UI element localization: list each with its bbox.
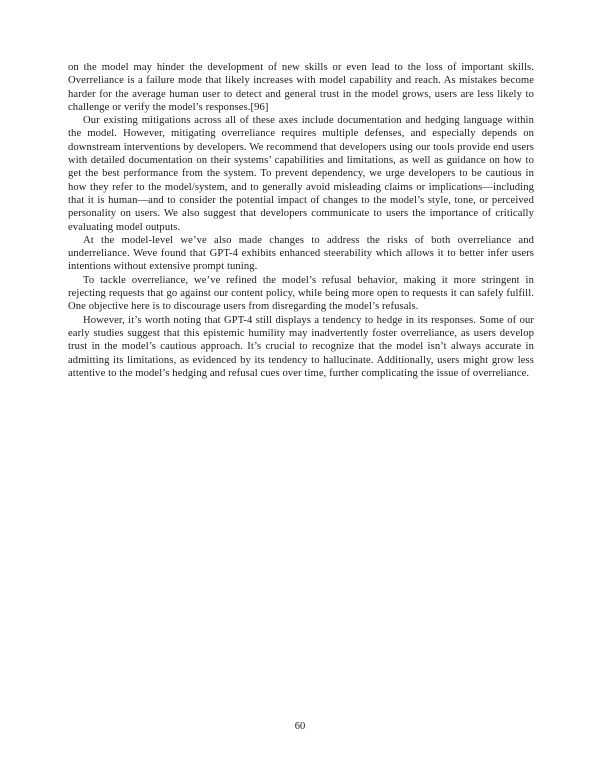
paragraph-model-level-changes: At the model-level we’ve also made changes to address the risks of both overreliance and underreliance. Weve found that GPT-4 exhibits enhanced steerability which allows it to better infer users intentions without extensive prompt tuning. — [68, 234, 534, 273]
page-footer — [0, 721, 600, 732]
body-text — [68, 61, 534, 380]
paragraph-existing-mitigations: Our existing mitigations across all of these axes include documentation and hedging language within the model. However, mitigating overreliance requires multiple defenses, and especially depends on downstream interventions by developers. We recommend that developers using our tools provide end users with detailed documentation on their systems’ capabilities and limitations, as well as guidance on how to get the best performance from the system. To prevent dependency, we urge developers to be cautious in how they refer to the model/system, and to generally avoid misleading claims or implications—including that it is human—and to consider the potential impact of changes to the model’s style, tone, or perceived personality on users. We also suggest that developers communicate to users the importance of critically evaluating model outputs. — [68, 115, 534, 233]
page-number: 60 — [294, 721, 306, 732]
paragraph-refusal-behavior: To tackle overreliance, we’ve refined the model’s refusal behavior, making it more stringent in rejecting requests that go against our content policy, while being more open to requests it can safely fulfill. One objective here is to discourage users from disregarding the model’s refusals. — [68, 274, 534, 313]
paragraph-hedging-tendency: However, it’s worth noting that GPT-4 still displays a tendency to hedge in its responses. Some of our early studies suggest that this epistemic humility may inadvertently foster overreliance, as users develop trust in the model’s cautious approach. It’s crucial to recognize that the model isn’t always accurate in admitting its limitations, as evidenced by its tendency to hallucinate. Additionally, users might grow less attentive to the model’s hedging and refusal cues over time, further complicating the issue of overreliance. — [68, 314, 534, 379]
paragraph-overreliance-intro: on the model may hinder the development of new skills or even lead to the loss of important skills. Overreliance is a failure mode that likely increases with model capability and reach. As mistakes become harder for the average human user to detect and general trust in the model grows, users are less likely to challenge or verify the model’s responses.[96] — [68, 62, 534, 113]
